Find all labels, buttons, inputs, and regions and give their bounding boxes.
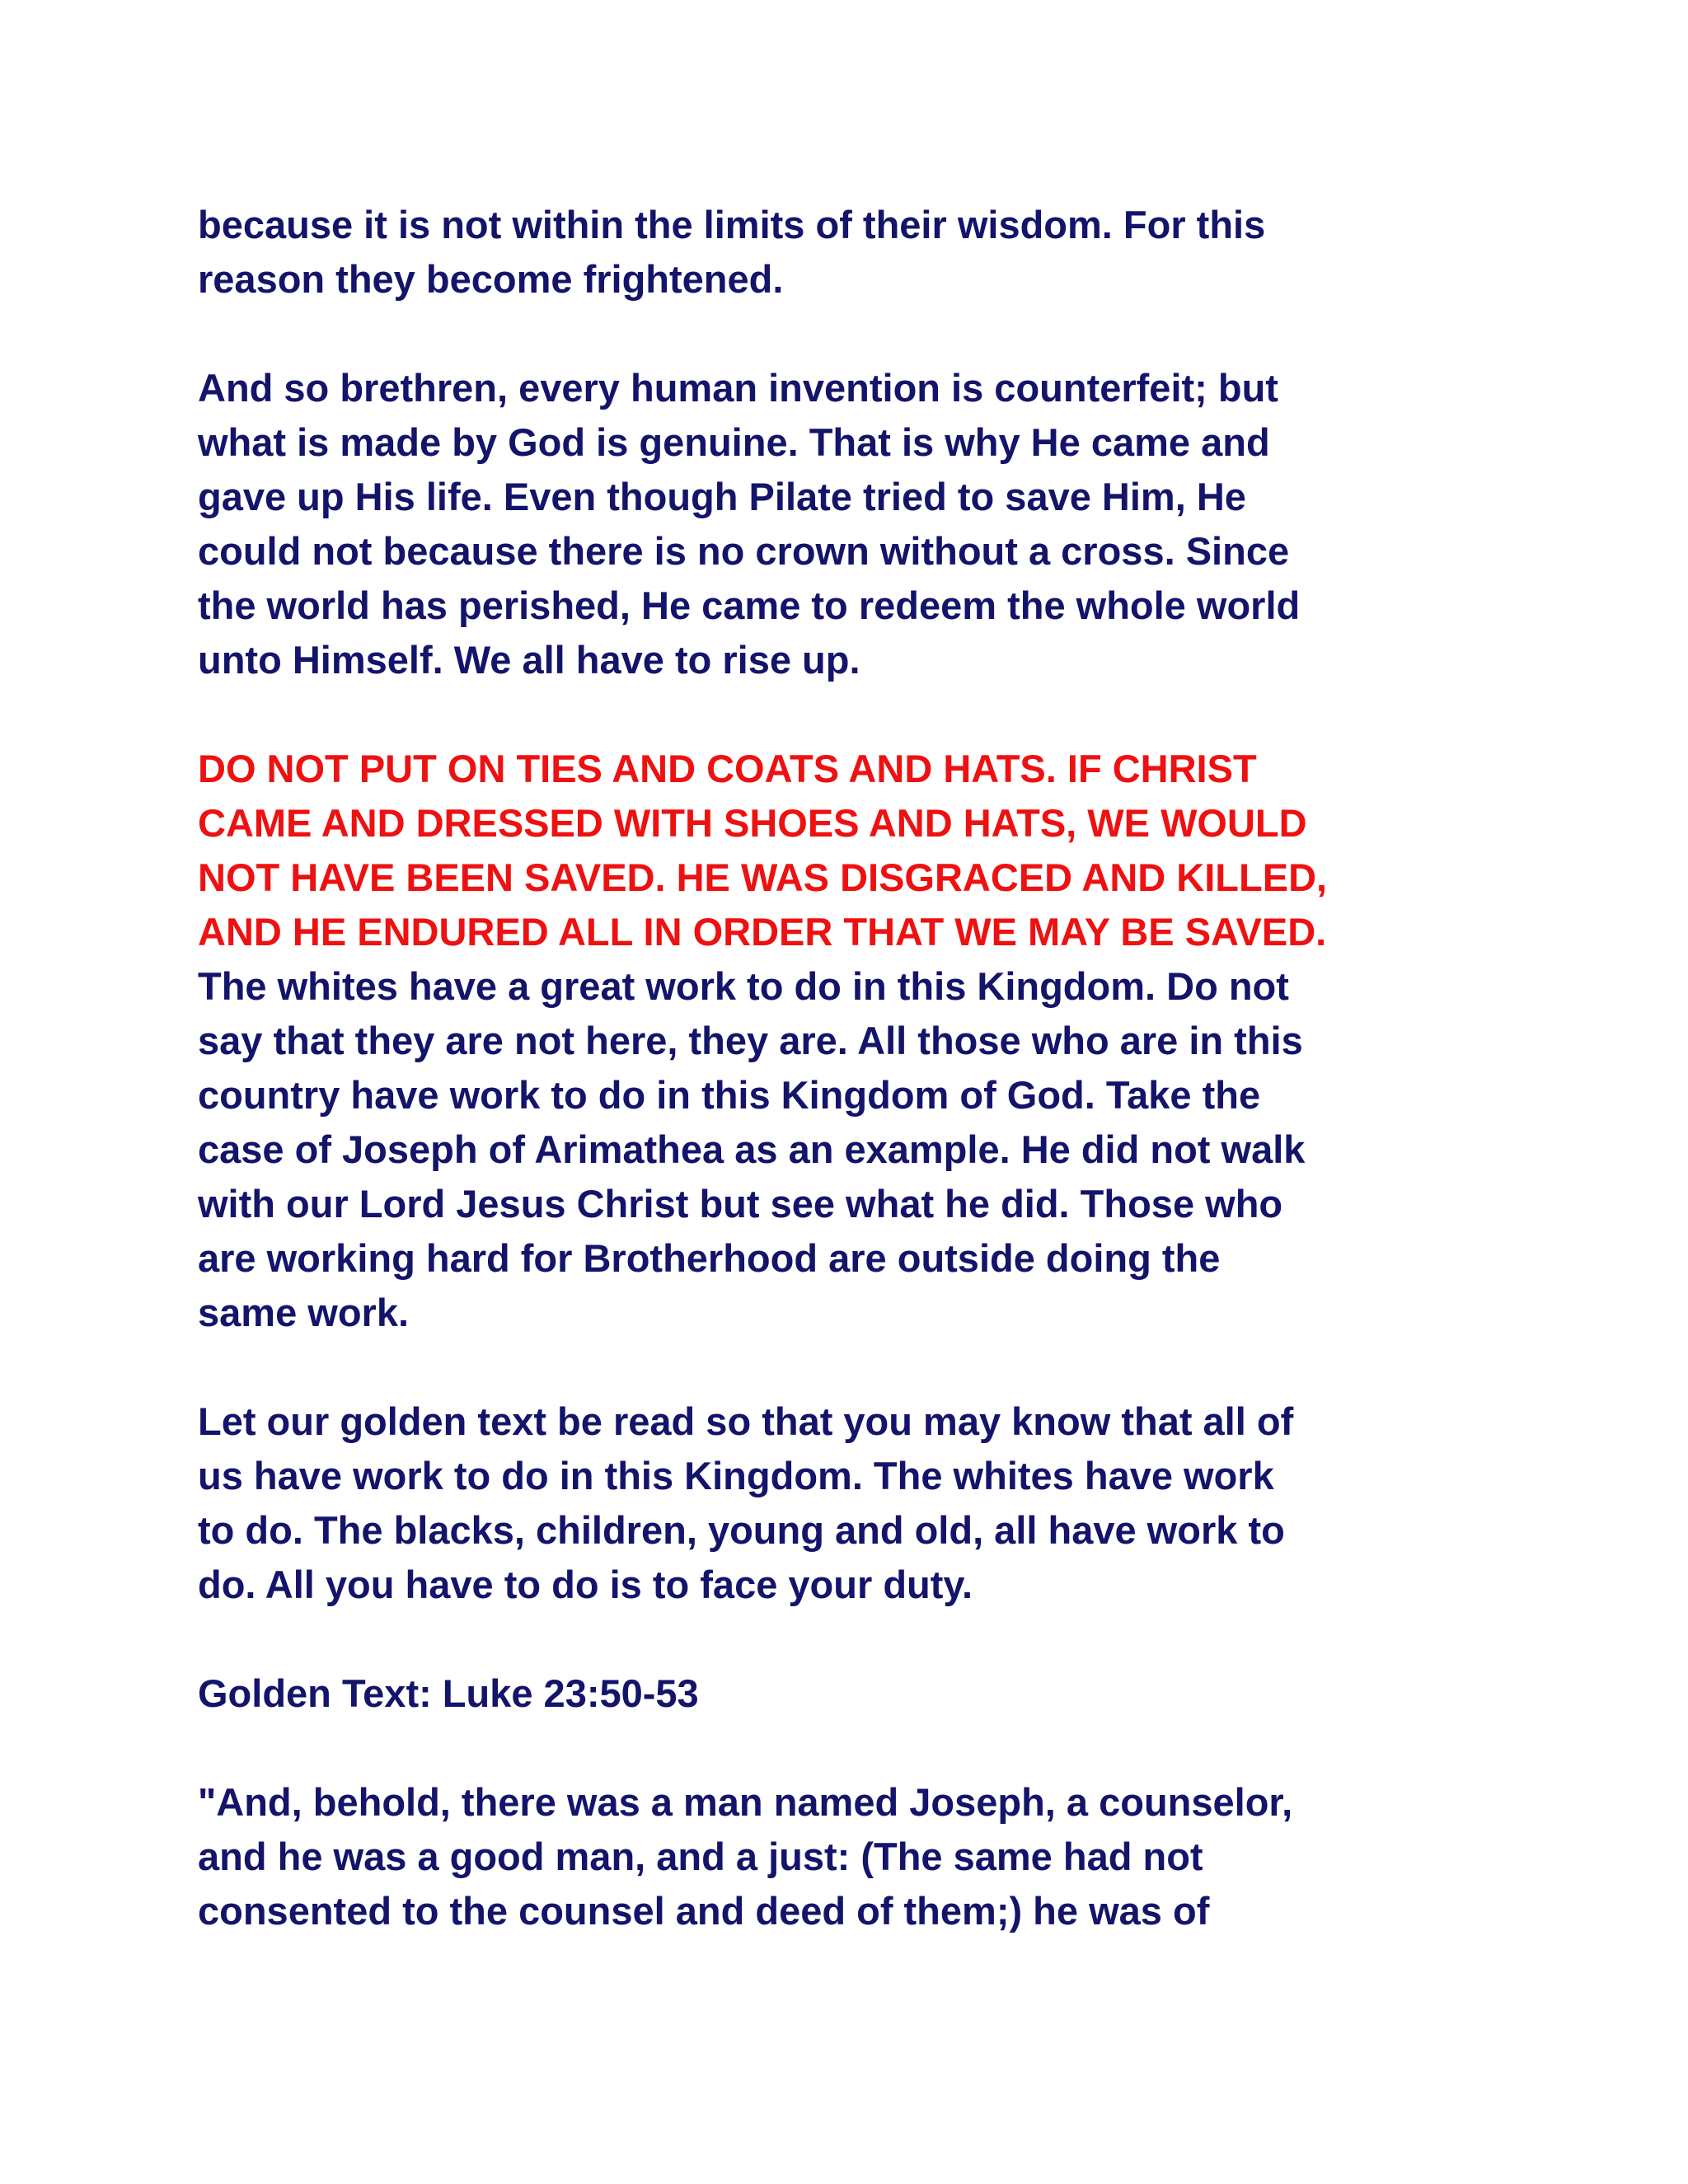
text-line: unto Himself. We all have to rise up. [198, 638, 860, 682]
paragraph-emphasis-caps [198, 742, 1517, 959]
text-line: CAME AND DRESSED WITH SHOES AND HATS, WE WOULD [198, 801, 1307, 845]
text-line: The whites have a great work to do in this Kingdom. Do not [198, 964, 1289, 1008]
text-line: case of Joseph of Arimathea as an example. He did not walk [198, 1127, 1306, 1171]
paragraph-spacer [198, 1612, 1517, 1666]
text-line: what is made by God is genuine. That is why He came and [198, 420, 1270, 464]
paragraph-wisdom [198, 198, 1517, 307]
text-line: Golden Text: Luke 23:50-53 [198, 1671, 699, 1715]
paragraph-spacer [198, 1340, 1517, 1394]
text-line: with our Lord Jesus Christ but see what he did. Those who [198, 1182, 1283, 1226]
text-line: do. All you have to do is to face your duty. [198, 1563, 973, 1606]
text-line: And so brethren, every human invention is counterfeit; but [198, 366, 1278, 410]
text-line: NOT HAVE BEEN SAVED. HE WAS DISGRACED AND KILLED, [198, 855, 1328, 899]
text-line: us have work to do in this Kingdom. The whites have work [198, 1454, 1274, 1497]
paragraph-whites-work [198, 959, 1517, 1340]
text-line: and he was a good man, and a just: (The same had not [198, 1835, 1203, 1878]
text-line: are working hard for Brotherhood are outside doing the [198, 1236, 1221, 1280]
paragraph-spacer [198, 1721, 1517, 1775]
text-line: reason they become frightened. [198, 257, 784, 301]
paragraph-spacer [198, 307, 1517, 361]
text-line: could not because there is no crown without a cross. Since [198, 529, 1290, 573]
paragraph-spacer [198, 687, 1517, 742]
text-line: AND HE ENDURED ALL IN ORDER THAT WE MAY BE SAVED. [198, 910, 1327, 954]
text-line: consented to the counsel and deed of them;) he was of [198, 1889, 1210, 1933]
text-line: say that they are not here, they are. All those who are in this [198, 1019, 1303, 1062]
text-line: country have work to do in this Kingdom of God. Take the [198, 1073, 1261, 1117]
paragraph-scripture-quote [198, 1775, 1517, 1938]
golden-text-heading [198, 1666, 1517, 1721]
text-line: DO NOT PUT ON TIES AND COATS AND HATS. IF CHRIST [198, 747, 1257, 790]
paragraph-counterfeit [198, 361, 1517, 687]
text-line: gave up His life. Even though Pilate tried to save Him, He [198, 475, 1246, 518]
text-line: same work. [198, 1291, 410, 1334]
paragraph-golden-text-intro [198, 1394, 1517, 1612]
text-line: because it is not within the limits of their wisdom. For this [198, 203, 1266, 246]
document-page [198, 198, 1517, 1938]
text-line: the world has perished, He came to redeem the whole world [198, 583, 1301, 627]
text-line: "And, behold, there was a man named Joseph, a counselor, [198, 1780, 1293, 1824]
text-line: to do. The blacks, children, young and old, all have work to [198, 1508, 1285, 1552]
text-line: Let our golden text be read so that you may know that all of [198, 1399, 1294, 1443]
